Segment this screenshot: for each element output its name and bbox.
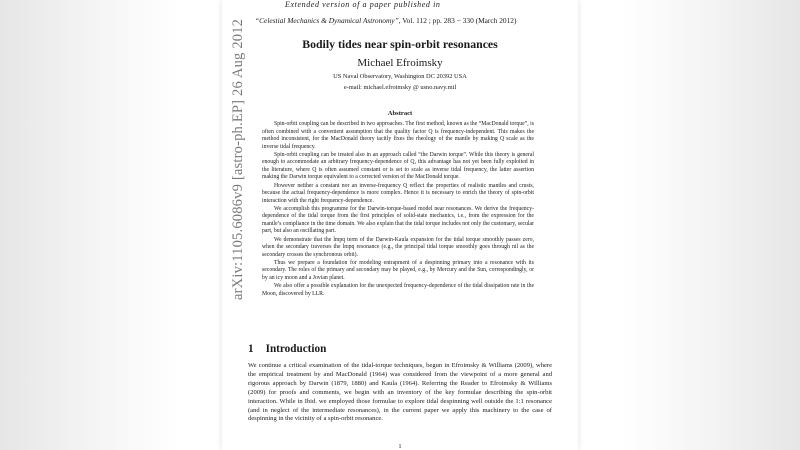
section-number: 1	[248, 343, 254, 355]
journal-reference	[255, 16, 575, 25]
author-email: e-mail: michael.efroimsky @ usno.navy.mil	[343, 84, 457, 91]
journal-details: , Vol. 112 ; pp. 283 − 330 (March 2012)	[398, 16, 517, 25]
section-title: Introduction	[265, 343, 327, 355]
abstract-paragraph: Thus we prepare a foundation for modeling entrapment of a despinning primary into a resonance with its secondary. The roles of the primary and secondary may be played, e.g., by Mercury and the Sun, correspondingly, or by an icy moon and a Jovian planet.	[262, 259, 534, 281]
abstract-paragraph: We accomplish this programme for the Darwin-torque-based model near resonances. We derive the frequency-dependence of the tidal torque from the first principles of solid-state mechanics, i.e., from the expression for the mantle’s compliance in the time domain. We also explain that the tidal torque includes not only the customary, secular part, but also an oscillating part.	[262, 205, 534, 235]
introduction-paragraph: We continue a critical examination of the tidal-torque techniques, begun in Efroimsky & Williams (2009), where the empirical treatment by and MacDonald (1964) was considered from the viewpoint of a more general and rigorous approach by Darwin (1879, 1880) and Kaula (1964). Referring the Reader to Efroimsky & Williams (2009) for proofs and comments, we begin with an inventory of the key formulae describing the spin-orbit interaction. While in Ibid. we employed those formulae to explore tidal despinning well outside the 1:1 resonance (and in neglect of the intermediate resonances), in the current paper we apply this machinery to the case of despinning in the vicinity of a spin-orbit resonance.	[248, 362, 552, 423]
arxiv-identifier-stamp: arXiv:1105.6086v9 [astro-ph.EP] 26 Aug 2012	[230, 18, 246, 300]
abstract-heading: Abstract	[387, 110, 413, 117]
publication-note: Extended version of a paper published in	[285, 0, 441, 9]
paper-title: Bodily tides near spin-orbit resonances	[302, 37, 498, 51]
author-name: Michael Efroimsky	[357, 57, 443, 69]
section-heading	[248, 343, 326, 355]
abstract-paragraph: We also offer a possible explanation for the unexpected frequency-dependence of the tidal dissipation rate in the Moon, discovered by LLR.	[262, 283, 534, 297]
abstract-paragraph: Spin-orbit coupling can be treated also in an approach called “the Darwin torque”. While this theory is general enough to accommodate an arbitrary frequency-dependence of Q, this advantage has not yet been fully exploited in the literature, where Q is often assumed constant or is set to scale as inverse tidal frequency, the latter assertion making the Darwin torque equivalent to a corrected version of the MacDonald torque.	[262, 151, 534, 181]
author-affiliation: US Naval Observatory, Washington DC 20392 USA	[333, 73, 467, 80]
abstract-paragraph: We demonstrate that the lmpq term of the Darwin-Kaula expansion for the tidal torque smoothly passes zero, when the secondary traverses the lmpq resonance (e.g., the principal tidal torque smoothly goes through nil as the secondary crosses the synchronous orbit).	[262, 236, 534, 258]
page-number: 1	[398, 443, 402, 450]
journal-name: “Celestial Mechanics & Dynamical Astronomy”	[255, 16, 399, 25]
introduction-body	[248, 362, 552, 424]
abstract-body	[262, 121, 534, 299]
abstract-paragraph: Spin-orbit coupling can be described in two approaches. The first method, known as the “MacDonald torque”, is often combined with a convenient assumption that the quality factor Q is frequency-independent. This makes the method inconsistent, for the MacDonald theory tacitly fixes the rheology of the mantle by making Q scale as the inverse tidal frequency.	[262, 121, 534, 150]
abstract-paragraph: However neither a constant nor an inverse-frequency Q reflect the properties of realistic mantles and crusts, because the actual frequency-dependence is more complex. Hence it is necessary to enrich the theory of spin-orbit interaction with the right frequency-dependence.	[262, 182, 534, 204]
